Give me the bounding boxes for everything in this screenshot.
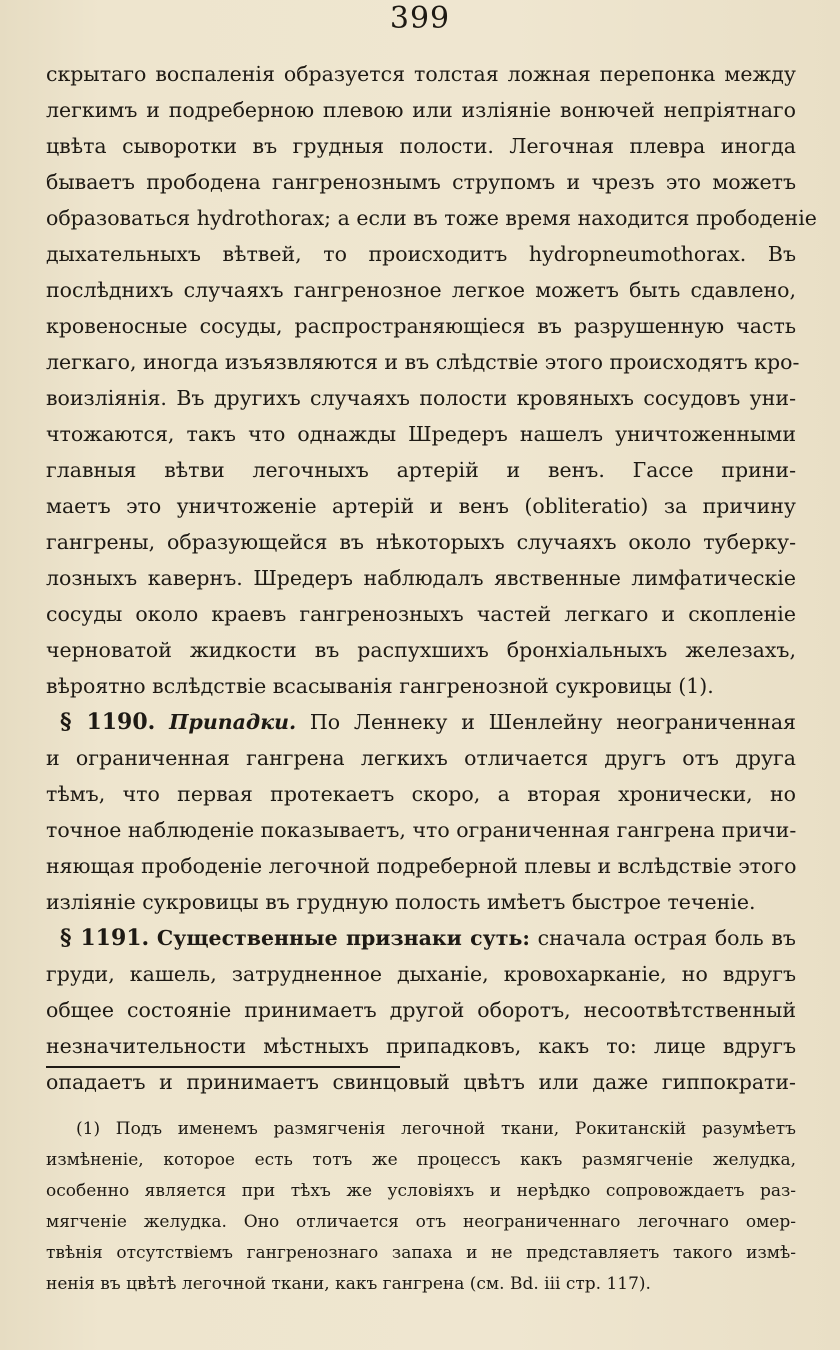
footnote-line: твѣнія отсутствіемъ гангренознаго запаха и не представляетъ такого измѣ-: [46, 1243, 796, 1263]
section-title-1190: Припадки.: [169, 710, 297, 734]
text-line: дыхательныхъ вѣтвей, то происходитъ hydropneumothorax. Въ: [46, 242, 796, 266]
footnote-line: измѣненіе, которое есть тотъ же процессъ какъ размягченіе желудка,: [46, 1150, 796, 1170]
text-line: няющая прободеніе легочной подреберной плевы и вслѣдствіе этого: [46, 854, 797, 878]
text-line: чтожаются, такъ что однажды Шредеръ нашелъ уничтоженными: [46, 422, 796, 446]
text-line: легкаго, иногда изъязвляются и въ слѣдствіе этого происходятъ кро-: [46, 350, 800, 374]
paragraph-1190-first-line: [46, 704, 796, 740]
text-line: тѣмъ, что первая протекаетъ скоро, а вторая хронически, но: [46, 782, 796, 806]
main-text: [46, 56, 817, 1100]
text-line: скрытаго воспаленія образуется толстая ложная перепонка между: [46, 62, 796, 86]
section-number-1191: § 1191.: [60, 925, 150, 951]
text-line: точное наблюденіе показываетъ, что ограниченная гангрена причи-: [46, 818, 797, 842]
footnote-line: особенно является при тѣхъ же условіяхъ и нерѣдко сопровождаетъ раз-: [46, 1181, 796, 1201]
text-line: общее состояніе принимаетъ другой оборотъ, несоотвѣтственный: [46, 998, 796, 1022]
footnote-line: мягченіе желудка. Оно отличается отъ неограниченнаго легочнаго омер-: [46, 1212, 796, 1232]
text-line: незначительности мѣстныхъ припадковъ, какъ то: лице вдругъ: [46, 1034, 796, 1058]
text-line: кровеносные сосуды, распространяющіеся въ разрушенную часть: [46, 314, 796, 338]
text-line: главныя вѣтви легочныхъ артерій и венъ. Гассе прини-: [46, 458, 796, 482]
text-line: черноватой жидкости въ распухшихъ бронхіальныхъ железахъ,: [46, 638, 796, 662]
footnote: [46, 1114, 796, 1300]
footnote-divider: [46, 1066, 400, 1068]
text-line: образоваться hydrothorax; а если въ тоже время находится прободеніе: [46, 206, 817, 230]
text-line: сосуды около краевъ гангренозныхъ частей легкаго и скопленіе: [46, 602, 796, 626]
text-line: маетъ это уничтоженіе артерій и венъ (obliteratio) за причину: [46, 494, 796, 518]
page-number: 399: [389, 1, 451, 36]
text-line: воизліянія. Въ другихъ случаяхъ полости кровяныхъ сосудовъ уни-: [46, 386, 796, 410]
footnote-line: (1) Подъ именемъ размягченія легочной ткани, Рокитанскій разумѣетъ: [76, 1119, 796, 1139]
text-line: изліяніе сукровицы въ грудную полость имѣетъ быстрое теченіе.: [46, 890, 756, 914]
text-line: цвѣта сыворотки въ грудныя полости. Легочная плевра иногда: [46, 134, 796, 158]
text-line: лозныхъ кавернъ. Шредеръ наблюдалъ явственные лимфатическіе: [46, 566, 796, 590]
section-1190-first-line-text: По Леннеку и Шенлейну неограниченная: [309, 710, 796, 734]
footnote-line: ненія въ цвѣтѣ легочной ткани, какъ гангрена (см. Bd. iii стр. 117).: [46, 1274, 651, 1294]
text-line: легкимъ и подреберною плевою или изліяніе вонючей непріятнаго: [46, 98, 796, 122]
text-line: опадаетъ и принимаетъ свинцовый цвѣтъ или даже гиппократи-: [46, 1070, 796, 1094]
section-1191-first-line-text: сначала острая боль въ: [537, 926, 796, 950]
text-line: гангрены, образующейся въ нѣкоторыхъ случаяхъ около туберку-: [46, 530, 796, 554]
section-title-1191: Существенные признаки суть:: [156, 926, 530, 950]
text-line: бываетъ прободена гангренознымъ струпомъ и чрезъ это можетъ: [46, 170, 796, 194]
text-line: и ограниченная гангрена легкихъ отличается другъ отъ друга: [46, 746, 796, 770]
text-line: груди, кашель, затрудненное дыханіе, кровохарканіе, но вдругъ: [46, 962, 796, 986]
section-number-1190: § 1190.: [60, 709, 156, 735]
text-line: вѣроятно вслѣдствіе всасыванія гангренозной сукровицы (1).: [46, 674, 714, 698]
paragraph-1191-first-line: [46, 920, 796, 956]
text-line: послѣднихъ случаяхъ гангренозное легкое можетъ быть сдавлено,: [46, 278, 796, 302]
